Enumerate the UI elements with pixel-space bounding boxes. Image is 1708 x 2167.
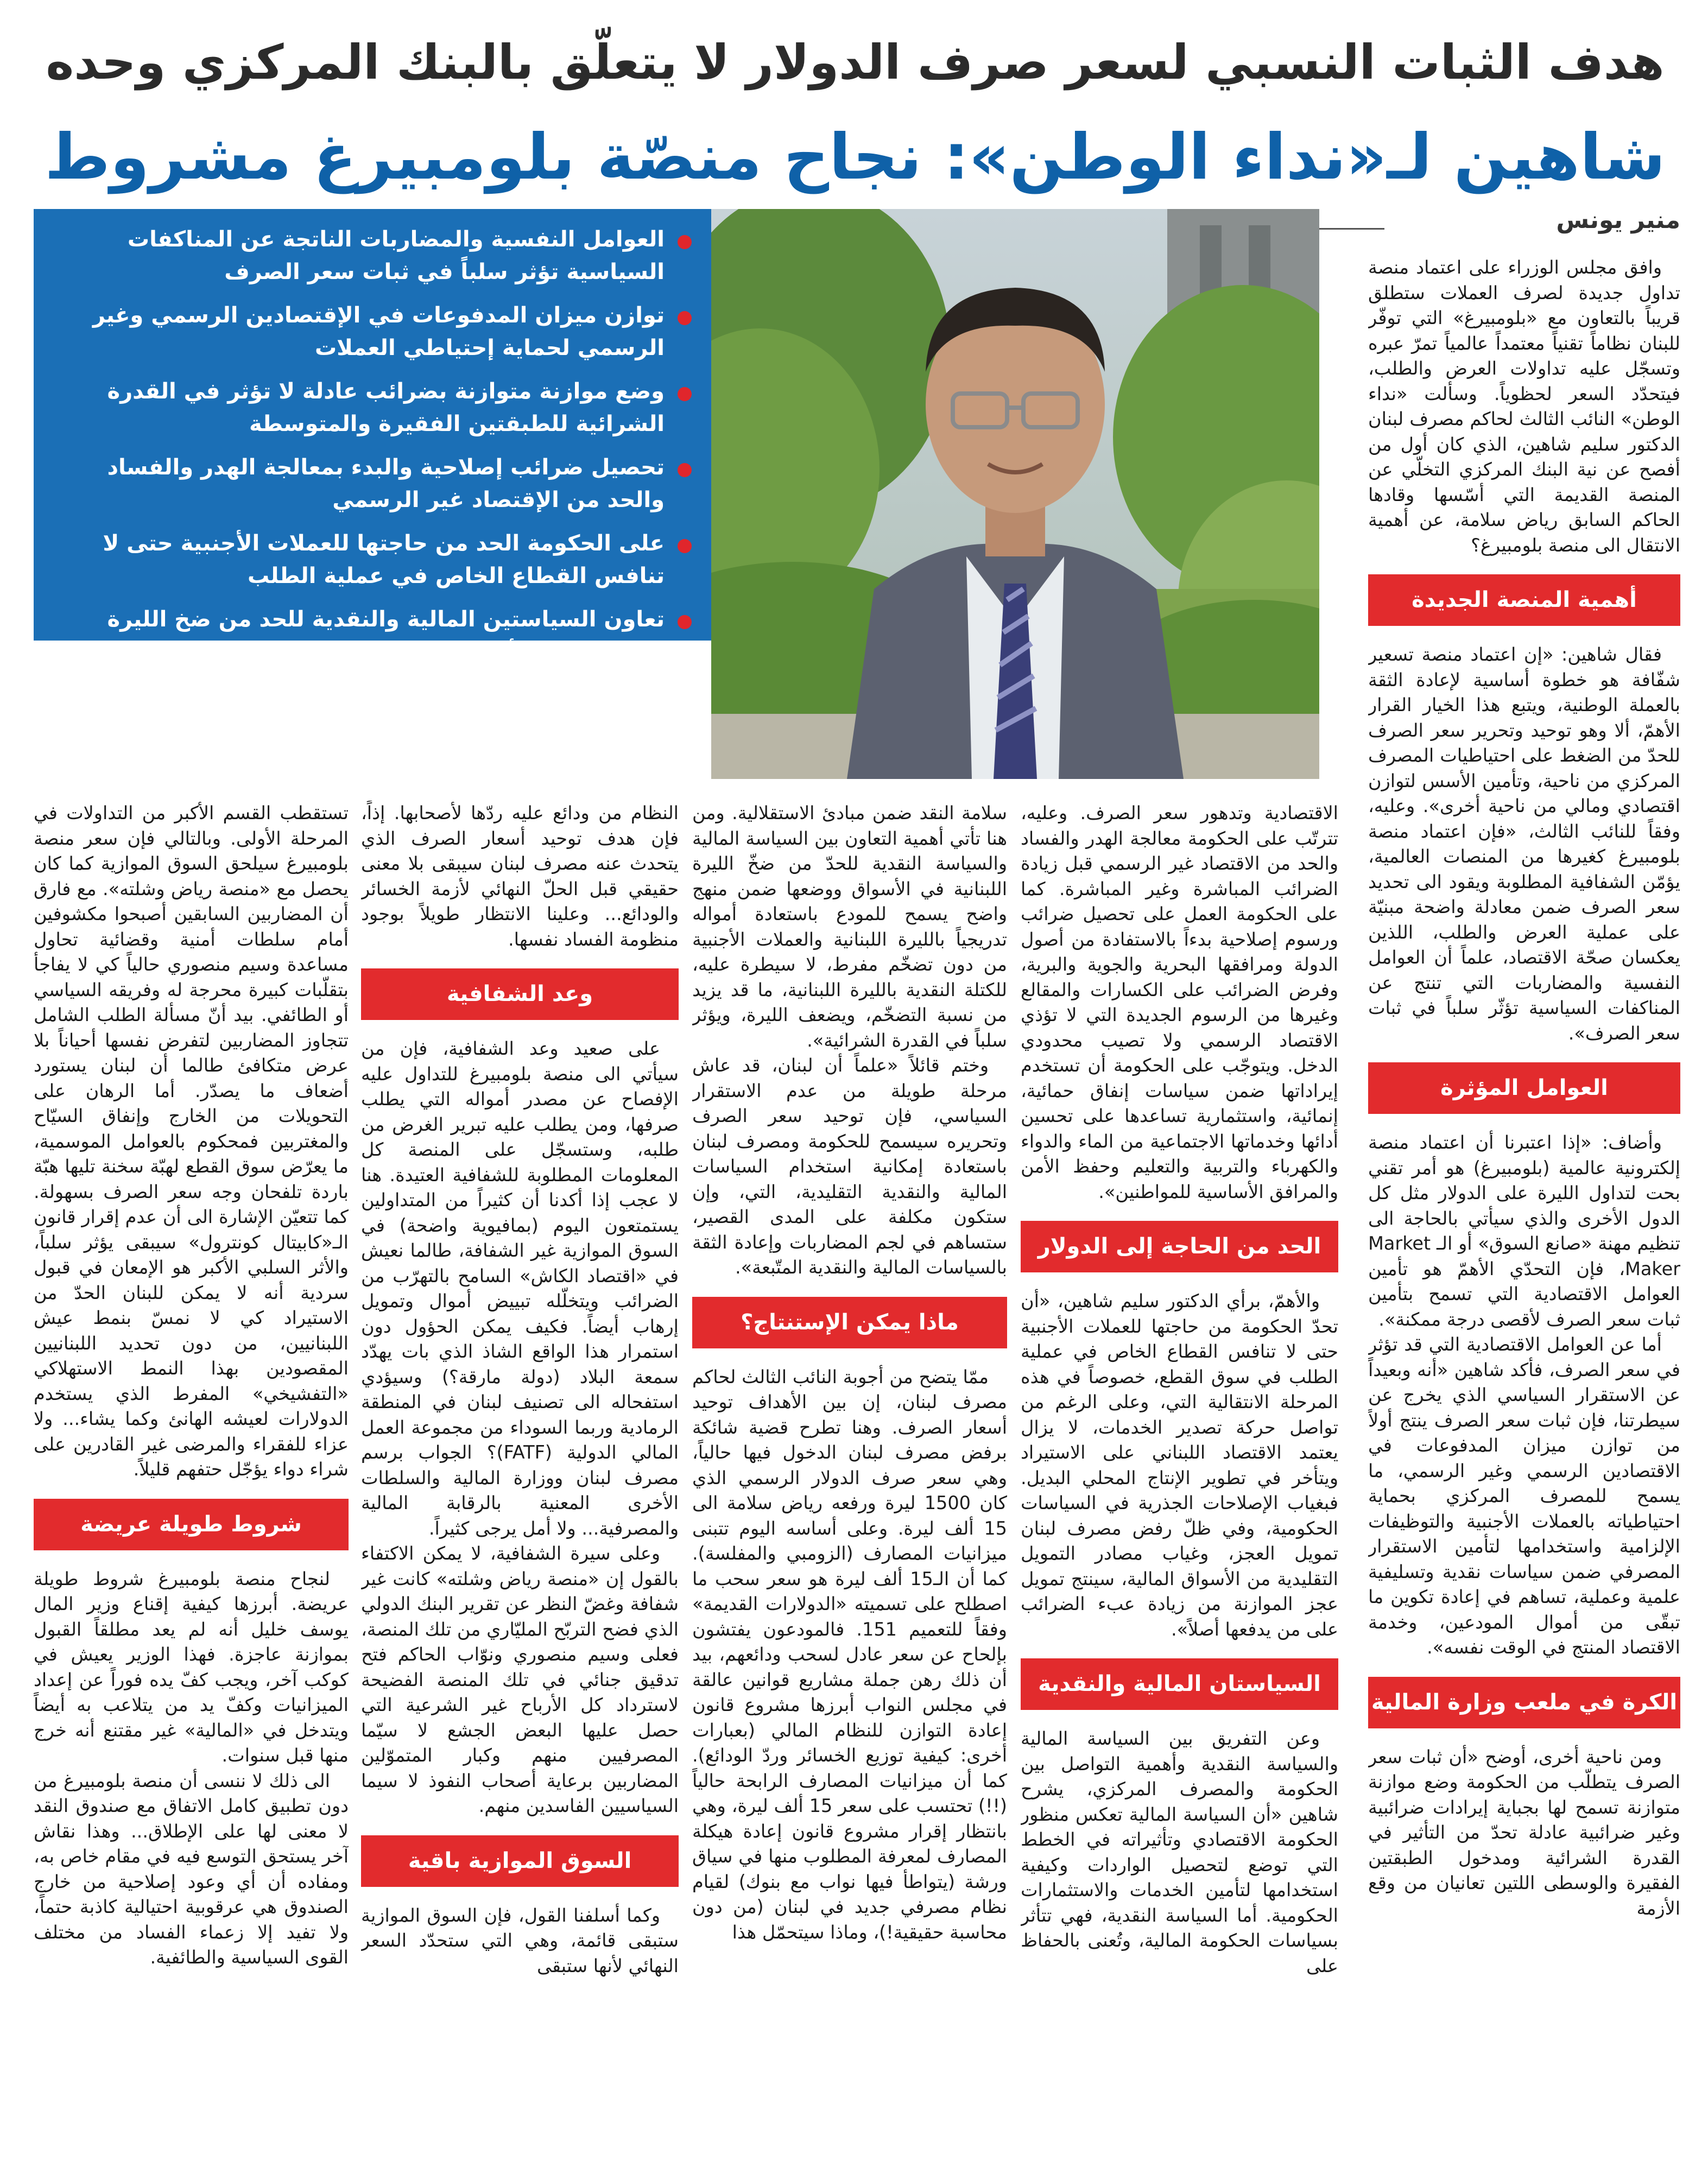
- highlight-text: العوامل النفسية والمضاربات الناتجة عن المناكفات السياسية تؤثر سلباً في ثبات سعر الصرف: [127, 227, 665, 284]
- paragraph: وعن التفريق بين السياسة المالية والسياسة النقدية وأهمية التواصل بين الحكومة والمصرف المركزي، يشرح شاهين «أن السياسة المالية تعكس منظور الحكومة الاقتصادي وتأثيراته في الخطط التي توضع لتحصيل الواردات وكيفية استخدامها لتأمين الخدمات والاستثمارات الحكومية. أما السياسة النقدية، فهي تتأثر بسياسات الحكومة المالية، وتُعنى بالحفاظ على: [1021, 1728, 1338, 1976]
- kicker-headline: هدف الثبات النسبي لسعر صرف الدولار لا يتعلّق بالبنك المركزي وحده: [46, 34, 1665, 90]
- article-column-5: [34, 801, 349, 2158]
- highlight-text: تعاون السياستين المالية والنقدية للحد من ضخ الليرة اللبنانية في الأسواق ولجم إرتفاع التضخم: [107, 607, 665, 664]
- portrait-photo: [711, 209, 1319, 779]
- red-bullet-icon: [678, 311, 692, 325]
- paragraph: وافق مجلس الوزراء على اعتماد منصة تداول جديدة لصرف العملات ستطلق قريباً بالتعاون مع «بلومبيرغ» التي توفّر للبنان نظاماً تقنياً معتمداً عالمياً تمرّ عبره وتسجّل عليه تداولات العرض والطلب، فيتحدّد السعر لحظوياً. وسألت «نداء الوطن» النائب الثالث لحاكم مصرف لبنان الدكتور سليم شاهين، الذي كان أول من أفصح عن نية البنك المركزي التخلّي عن المنصة القديمة التي أسّسها وقادها الحاكم السابق رياض سلامة، عن أهمية الانتقال الى منصة بلومبيرغ؟: [1368, 257, 1680, 556]
- subheading: العوامل المؤثرة: [1368, 1062, 1680, 1114]
- subheading: الكرة في ملعب وزارة المالية: [1368, 1677, 1680, 1728]
- subheading: الحد من الحاجة إلى الدولار: [1021, 1221, 1338, 1272]
- subheading: وعد الشفافية: [361, 968, 679, 1020]
- red-bullet-icon: [678, 463, 692, 477]
- highlight-item: [53, 603, 692, 668]
- subheading: أهمية المنصة الجديدة: [1368, 574, 1680, 626]
- highlight-text: وضع موازنة متوازنة بضرائب عادلة لا تؤثر في القدرة الشرائية للطبقتين الفقيرة والمتوسطة: [107, 379, 665, 436]
- main-headline: شاهين لـ«نداء الوطن»: نجاح منصّة بلومبيرغ مشروط: [45, 121, 1666, 194]
- paragraph: تستقطب القسم الأكبر من التداولات في المرحلة الأولى. وبالتالي فإن سعر منصة بلومبيرغ سيلحق السوق الموازية كما كان يحصل مع «منصة رياض وشلته». مع فارق أن المضاربين السابقين أصبحوا مكشوفين أمام سلطات أمنية وقضائية تحاول مساعدة وسيم منصوري حالياً كي لا يفاجأ بتقلّبات كبيرة محرجة له وفريقه السياسي أو الطائفي. بيد أنّ مسألة الطلب الشامل تتجاوز المضاربين لتفرض نفسها أحياناً بلا عرض متكافئ طالما أن لبنان يستورد أضعاف ما يصدّر. أما الرهان على التحويلات من الخارج وإنفاق السيّاح والمغتربين فمحكوم بالعوامل الموسمية، ما يعرّض سوق القطع لهبّة سخنة تليها هبّة باردة تلفحان وجه سعر الصرف بسهولة. كما تتعيّن الإشارة الى أن عدم إقرار قانون الـ«كابيتال كونترول» سيبقى يؤثر سلباً، والأثر السلبي الأكبر هو الإمعان في قبول سردية أنه لا يمكن للبنان الحدّ من الاستيراد كي لا نمسّ بنمط عيش اللبنانيين، من دون تحديد اللبنانيين المقصودين بهذا النمط الاستهلاكي «التفشيخي» المفرط الذي يستخدم الدولارات لعيشه الهانئ وكما يشاء... ولا عزاء للفقراء والمرضى غير القادرين على شراء دواء يؤجّل حتفهم قليلاً.: [34, 802, 349, 1480]
- paragraph: وأضاف: «إذا اعتبرنا أن اعتماد منصة إلكترونية عالمية (بلومبيرغ) هو أمر تقني بحت لتداول الليرة على الدولار مثل كل الدول الأخرى والذي سيأتي بالحاجة الى تنظيم مهنة «صانع السوق» أو الـ Market Maker، فإن التحدّي الأهمّ هو تأمين العوامل الاقتصادية التي تسمح بتأمين ثبات سعر الصرف لأقصى درجة ممكنة».: [1368, 1132, 1680, 1330]
- red-bullet-icon: [678, 235, 692, 249]
- highlights-box: [34, 209, 711, 664]
- highlight-item: [53, 223, 692, 288]
- paragraph: فقال شاهين: «إن اعتماد منصة تسعير شفّافة هو خطوة أساسية لإعادة الثقة بالعملة الوطنية، ويتبع هذا الخيار القرار الأهمّ، ألا وهو توحيد وتحرير سعر الصرف للحدّ من الضغط على احتياطيات المصرف المركزي من ناحية، وتأمين الأسس لتوازن اقتصادي ومالي من ناحية أخرى». وعليه، وفقاً للنائب الثالث، «فإن اعتماد منصة بلومبيرغ كغيرها من المنصات العالمية، يؤمّن الشفافية المطلوبة ويقود الى تحديد سعر الصرف ضمن معادلة واضحة مبنيّة على عملية العرض والطلب، اللذين يعكسان صحّة الاقتصاد، علماً أن العوامل النفسية والمضاربات التي تنتج عن المناكفات السياسية تؤثّر سلباً في ثبات سعر الصرف».: [1368, 644, 1680, 1044]
- highlight-item: [53, 527, 692, 592]
- subheading: السياستان المالية والنقدية: [1021, 1658, 1338, 1710]
- paragraph: وعلى سيرة الشفافية، لا يمكن الاكتفاء بالقول إن «منصة رياض وشلته» كانت غير شفافة وغضّ النظر عن تقرير البنك الدولي الذي فضح التربّح المليّاري من تلك المنصة، فعلى وسيم منصوري ونوّاب الحاكم فتح تدقيق جنائي في تلك المنصة الفضيحة لاسترداد كل الأرباح غير الشرعية التي حصل عليها البعض الجشع لا سيّما المصرفيين منهم وكبار المتموّلين المضاربين برعاية أصحاب النفوذ لا سيما السياسيين الفاسدين منهم.: [361, 1543, 679, 1816]
- paragraph: الاقتصادية وتدهور سعر الصرف. وعليه، تترتّب على الحكومة معالجة الهدر والفساد والحد من الاقتصاد غير الرسمي قبل زيادة الضرائب المباشرة وغير المباشرة. كما على الحكومة العمل على تحصيل ضرائب ورسوم إصلاحية بدءاً بالاستفادة من أصول الدولة ومرافقها البحرية والجوية والبرية، وفرض الضرائب على الكسارات والمقالع وغيرها من الرسوم الجديدة التي لا تؤذي الاقتصاد الرسمي ولا تصيب محدودي الدخل. ويتوجّب على الحكومة أن تستخدم إيراداتها ضمن سياسات إنفاق حمائية، إنمائية، واستثمارية تساعدها على تحسين أدائها وخدماتها الاجتماعية من الماء والدواء والكهرباء والتربية والتعليم وحفظ الأمن والمرافق الأساسية للمواطنين».: [1021, 802, 1338, 1202]
- article-column-4: [361, 801, 679, 2158]
- red-bullet-icon: [678, 539, 692, 553]
- paragraph: على صعيد وعد الشفافية، فإن من سيأتي الى منصة بلومبيرغ للتداول عليه الإفصاح عن مصدر أمواله التي يطلب صرفها، ومن يطلب عليه تبرير الغرض من طلبه، وستسجّل على المنصة كل المعلومات المطلوبة للشفافية العتيدة. هنا لا عجب إذا أكدنا أن كثيراً من المتداولين يستمتعون اليوم (بمافيوية واضحة) في السوق الموازية غير الشفافة، طالما نعيش في «اقتصاد الكاش» السامح بالتهرّب من الضرائب ويتخلّله تبييض أموال وتمويل إرهاب أيضاً. فكيف يمكن الحؤول دون استمرار هذا الواقع الشاذ الذي بات يهدّد سمعة البلاد (دولة مارقة؟) وسيؤدي استفحاله الى تصنيف لبنان في المنطقة الرمادية وربما السوداء من مجموعة العمل المالي الدولية (FATF)؟ الجواب برسم مصرف لبنان ووزارة المالية والسلطات الأخرى المعنية بالرقابة المالية والمصرفية... ولا أمل يرجى كثيراً.: [361, 1038, 679, 1539]
- highlight-item: [53, 375, 692, 440]
- subheading: شروط طويلة عريضة: [34, 1499, 349, 1550]
- paragraph: ومن ناحية أخرى، أوضح «أن ثبات سعر الصرف يتطلّب من الحكومة وضع موازنة متوازنة تسمح لها بجباية إيرادات ضرائبية وغير ضرائبية عادلة تحدّ من التأثير في القدرة الشرائية ومدخول الطبقتين الفقيرة والوسطى اللتين تعانيان من وقع الأزمة: [1368, 1746, 1680, 1919]
- paragraph: أما عن العوامل الاقتصادية التي قد تؤثر في سعر الصرف، فأكد شاهين «أنه وبعيداً عن الاستقرار السياسي الذي يخرج عن سيطرتنا، فإن ثبات سعر الصرف ينتج أولاً من توازن ميزان المدفوعات في الاقتصادين الرسمي وغير الرسمي، ما يسمح للمصرف المركزي بحماية احتياطياته بالعملات الأجنبية والتوظيفات الإلزامية واستخدامها لتأمين الاستقرار المصرفي ضمن سياسات نقدية وتسليفية علمية وعملية، تساهم في إعادة تكوين ما تبقّى من أموال المودعين، وخدمة الاقتصاد المنتج في الوقت نفسه».: [1368, 1334, 1680, 1658]
- paragraph: وختم قائلاً «علماً أن لبنان، قد عاش مرحلة طويلة من عدم الاستقرار السياسي، فإن توحيد سعر الصرف وتحريره سيسمح للحكومة ومصرف لبنان باستعادة إمكانية استخدام السياسات المالية والنقدية التقليدية، التي، وإن ستكون مكلفة على المدى القصير، ستساهم في لجم المضاربات وإعادة الثقة بالسياسات المالية والنقدية المتّبعة».: [692, 1055, 1007, 1278]
- paragraph: الى ذلك لا ننسى أن منصة بلومبيرغ من دون تطبيق كامل الاتفاق مع صندوق النقد لا معنى لها على الإطلاق... وهذا نقاش آخر يستحق التوسع فيه في مقام خاص به، ومفاده أن أي وعود إصلاحية من خارج الصندوق هي عرقوبية احتيالية كاذبة حتماً، ولا تفيد إلا زعماء الفساد من مختلف القوى السياسية والطائفية.: [34, 1770, 349, 1968]
- red-bullet-icon: [678, 387, 692, 401]
- highlight-item: [53, 451, 692, 516]
- subheading: ماذا يمكن الإستنتاج؟: [692, 1297, 1007, 1348]
- article-column-3: [692, 801, 1007, 2158]
- paragraph: والأهمّ، برأي الدكتور سليم شاهين، «أن تحدّ الحكومة من حاجتها للعملات الأجنبية حتى لا تنافس القطاع الخاص في عملية الطلب في سوق القطع، خصوصاً في هذه المرحلة الانتقالية التي، وعلى الرغم من تواصل حركة تصدير الخدمات، لا يزال يعتمد الاقتصاد اللبناني على الاستيراد ويتأخر في تطوير الإنتاج المحلي البديل. فبغياب الإصلاحات الجذرية في السياسات الحكومية، وفي ظلّ رفض مصرف لبنان تمويل العجز، وغياب مصادر التمويل التقليدية من الأسواق المالية، سينتج تمويل عجز الموازنة من زيادة عبء الضرائب على من يدفعها أصلاً».: [1021, 1290, 1338, 1640]
- article-column-2: [1021, 801, 1338, 2158]
- subheading: السوق الموازية باقية: [361, 1835, 679, 1887]
- highlight-item: [53, 299, 692, 364]
- paragraph: النظام من ودائع عليه ردّها لأصحابها. إذاً، فإن هدف توحيد أسعار الصرف الذي يتحدث عنه مصرف لبنان سيبقى بلا معنى حقيقي قبل الحلّ النهائي لأزمة الخسائر والودائع... وعلينا الانتظار طويلاً بوجود منظومة الفساد نفسها.: [361, 802, 679, 950]
- paragraph: ممّا يتضح من أجوبة النائب الثالث لحاكم مصرف لبنان، إن بين الأهداف توحيد أسعار الصرف. وهنا تطرح قضية شائكة برفض مصرف لبنان الدخول فيها حالياً، وهي سعر صرف الدولار الرسمي الذي كان 1500 ليرة ورفعه رياض سلامة الى 15 ألف ليرة. وعلى أساسه اليوم تتبنى ميزانيات المصارف (الزومبي والمفلسة). كما أن الـ15 ألف ليرة هو سعر سحب ما اصطلح على تسميته «الدولارات القديمة» وفقاً للتعميم 151. فالمودعون يفتشون بإلحاح عن سعر عادل لسحب ودائعهم، بيد أن ذلك رهن جملة مشاريع قوانين عالقة في مجلس النواب أبرزها مشروع قانون إعادة التوازن للنظام المالي (بعبارات أخرى: كيفية توزيع الخسائر وردّ الودائع). كما أن ميزانيات المصارف الرابحة حالياً (!!) تحتسب على سعر 15 ألف ليرة، وهي بانتظار إقرار مشروع قانون إعادة هيكلة المصارف لمعرفة المطلوب منها في سياق ورشة (يتواطأ فيها نواب مع بنوك) لقيام نظام مصرفي جديد في لبنان (من دون محاسبة حقيقية!)، وماذا سيتحمّل هذا: [692, 1366, 1007, 1943]
- red-bullet-icon: [678, 615, 692, 629]
- highlight-text: توازن ميزان المدفوعات في الإقتصادين الرسمي وغير الرسمي لحماية إحتياطي العملات: [92, 303, 665, 360]
- author-byline: منير يونس: [1556, 206, 1680, 234]
- paragraph: وكما أسلفنا القول، فإن السوق الموازية ستبقى قائمة، وهي التي ستحدّد السعر النهائي لأنها ستبقى: [361, 1904, 679, 1976]
- portrait-illustration: [711, 209, 1319, 779]
- highlight-text: تحصيل ضرائب إصلاحية والبدء بمعالجة الهدر والفساد والحد من الإقتصاد غير الرسمي: [107, 455, 665, 512]
- highlight-text: على الحكومة الحد من حاجتها للعملات الأجنبية حتى لا تنافس القطاع الخاص في عملية الطلب: [103, 531, 665, 588]
- paragraph: لنجاح منصة بلومبيرغ شروط طويلة عريضة. أبرزها كيفية إقناع وزير المال يوسف خليل أنه لم يعد مطلقاً القبول بموازنة عاجزة. فهذا الوزير يعيش في كوكب آخر، ويجب كفّ يده فوراً عن إعداد الميزانيات وكفّ يد من يتلاعب به أيضاً ويتدخل في «المالية» غير مقتنع أنه خرج منها قبل سنوات.: [34, 1568, 349, 1766]
- paragraph: سلامة النقد ضمن مبادئ الاستقلالية. ومن هنا تأتي أهمية التعاون بين السياسة المالية والسياسة النقدية للحدّ من ضخّ الليرة اللبنانية في الأسواق ووضعها ضمن منهج واضح يسمح للمودع باستعادة أمواله تدريجياً بالليرة اللبنانية والعملات الأجنبية من دون تضخّم مفرط، لا سيطرة عليه، للكتلة النقدية بالليرة اللبنانية، ما قد يزيد من نسبة التضخّم، ويضعف الليرة، ويؤثر سلباً في القدرة الشرائية».: [692, 802, 1007, 1051]
- article-column-1: [1368, 255, 1680, 2155]
